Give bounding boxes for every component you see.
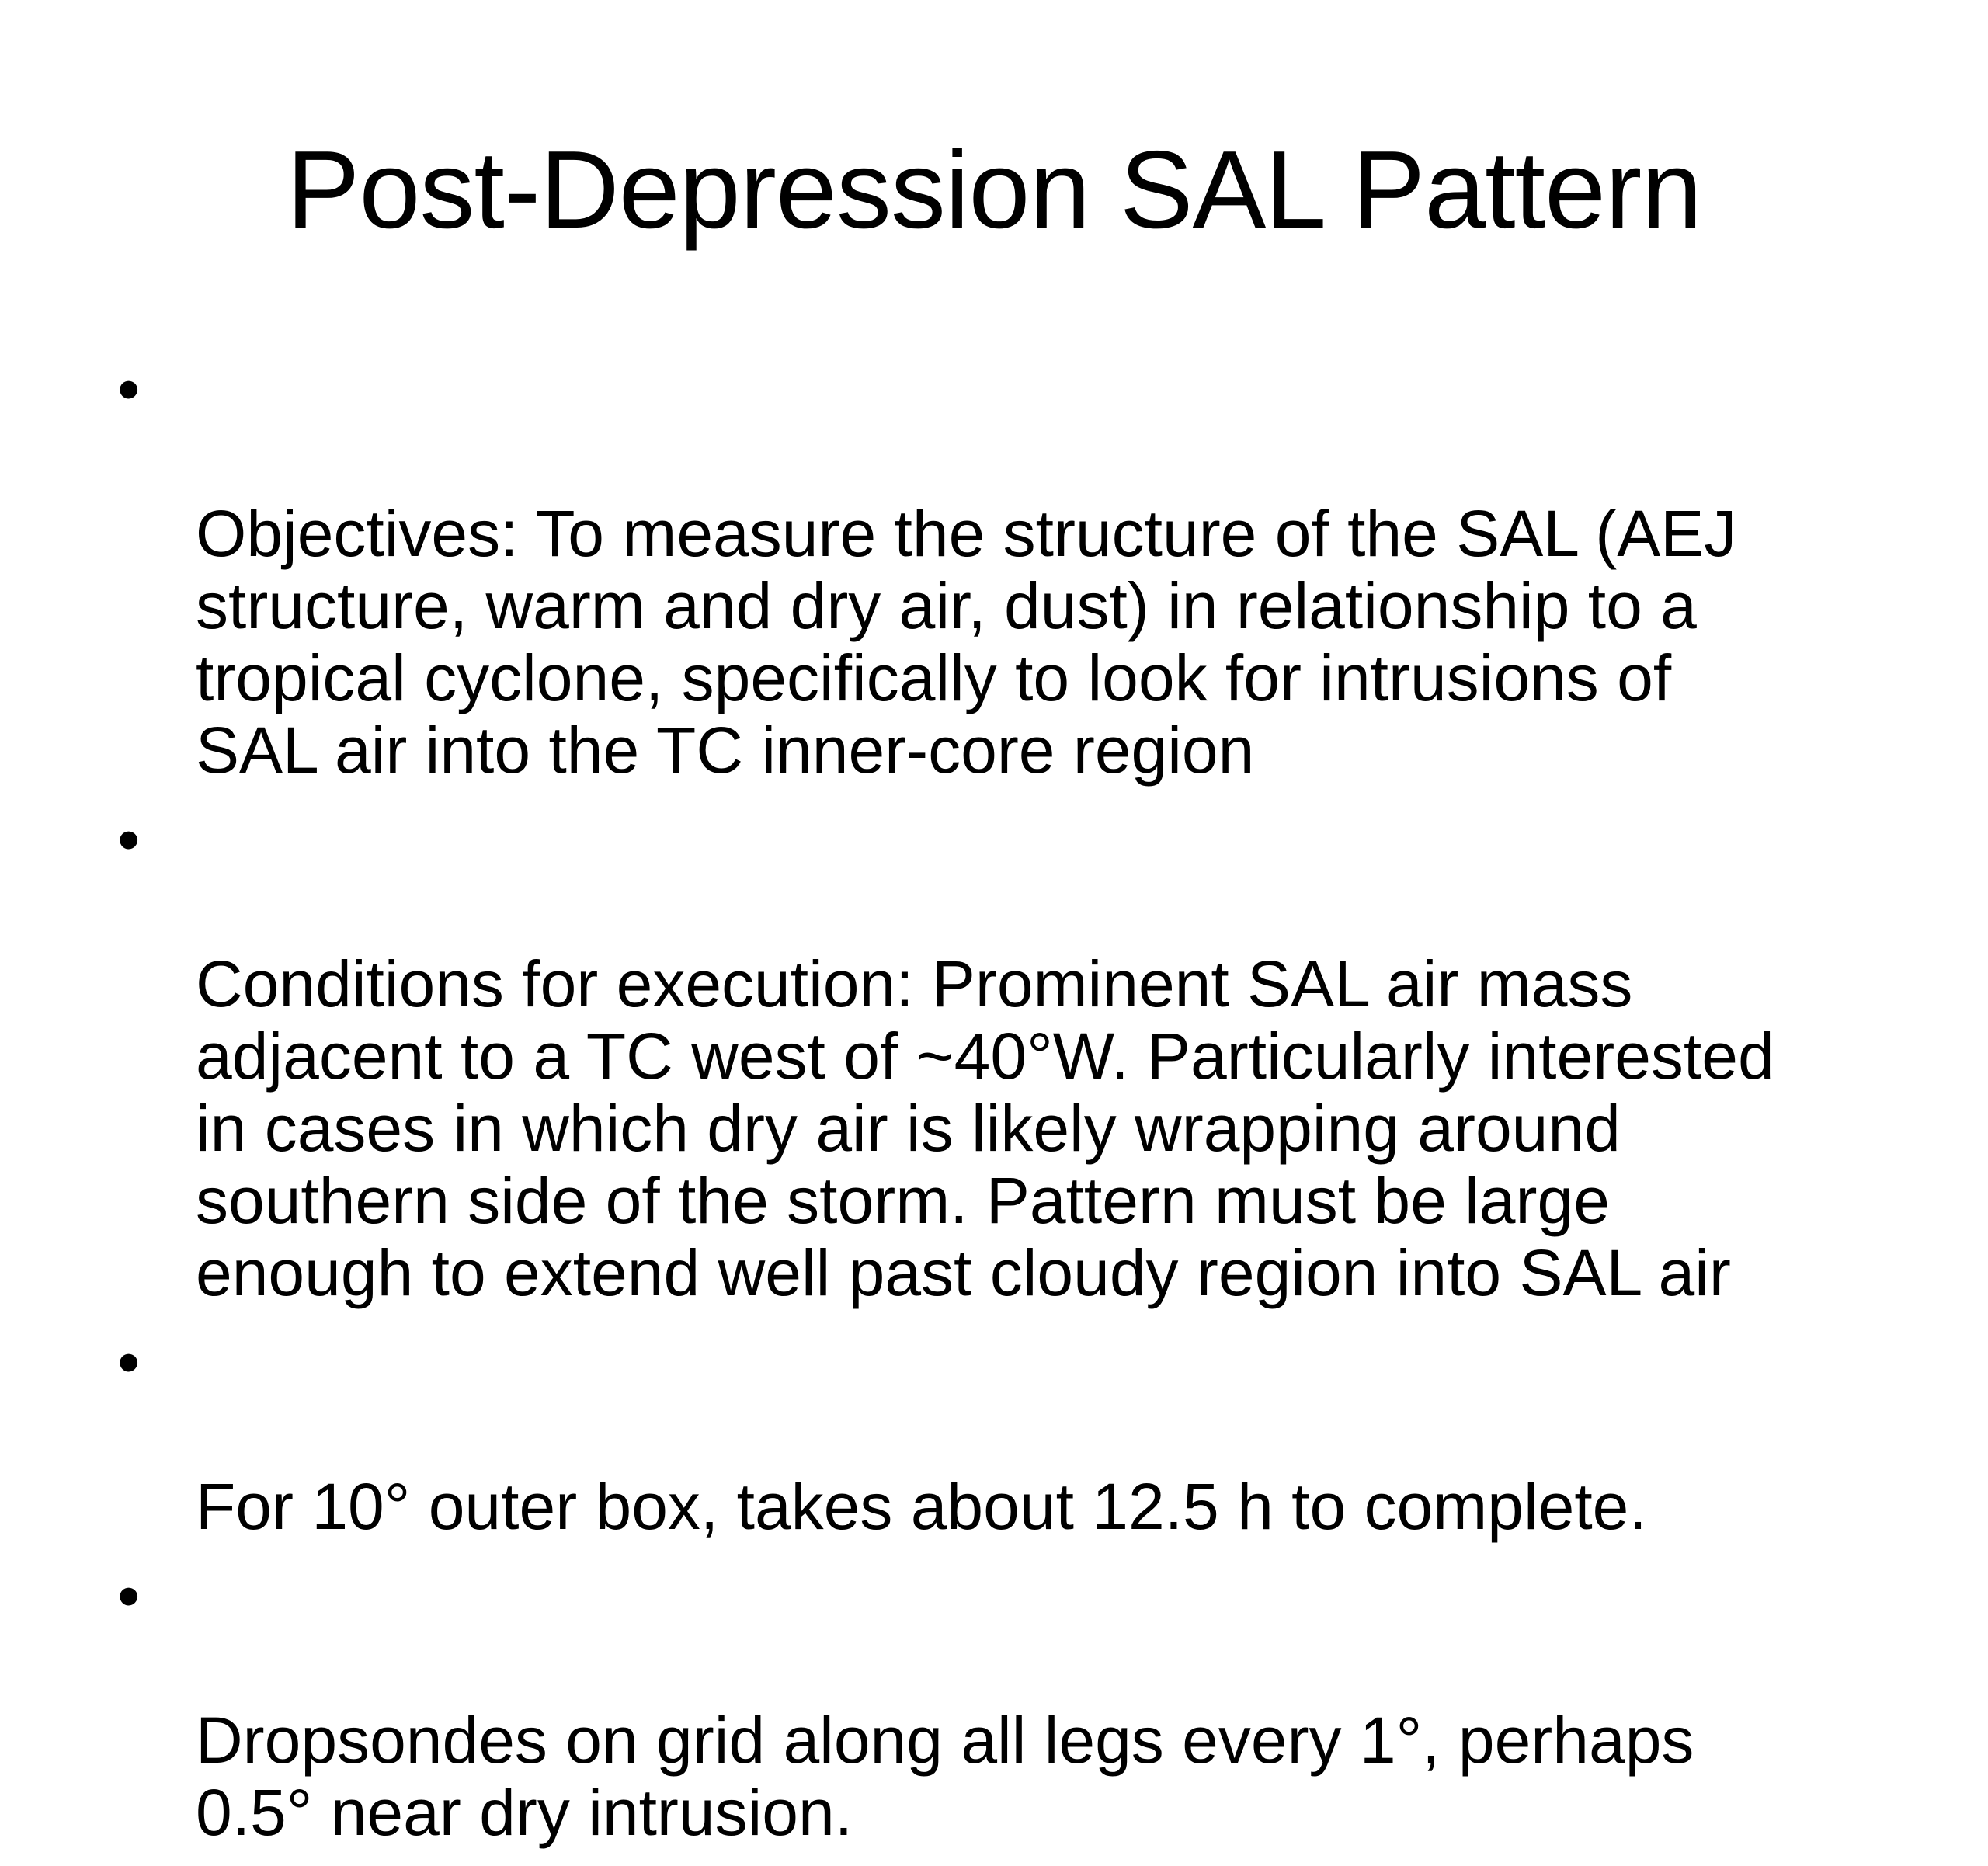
- bullet-marker: •: [117, 803, 141, 876]
- bullet-text: Conditions for execution: Prominent SAL air mass adjacent to a TC west of ~40°W. Particularly interested in cases in which dry air is likely wrapping around southern side of the storm. Pattern must be large enough to extend well past cloudy region into SAL air: [196, 947, 1774, 1309]
- bullet-marker: •: [117, 1326, 141, 1399]
- bullet-marker: •: [117, 1559, 141, 1632]
- bullet-item-objectives: [113, 353, 1899, 787]
- bullet-item-conditions: [113, 804, 1899, 1309]
- bullet-text: For 10° outer box, takes about 12.5 h to complete.: [196, 1470, 1647, 1543]
- bullet-item-duration: [113, 1326, 1899, 1543]
- bullet-text: Dropsondes on grid along all legs every 1°, perhaps 0.5° near dry intrusion.: [196, 1704, 1694, 1849]
- bullet-list: [113, 353, 1899, 1866]
- slide-title: Post-Depression SAL Pattern: [286, 128, 1702, 252]
- bullet-item-dropsondes: [113, 1560, 1899, 1849]
- bullet-text: Objectives: To measure the structure of the SAL (AEJ structure, warm and dry air, dust) in relationship to a tropical cyclone, specifically to look for intrusions of SAL air into the TC inner-core region: [196, 497, 1737, 787]
- bullet-marker: •: [117, 353, 141, 426]
